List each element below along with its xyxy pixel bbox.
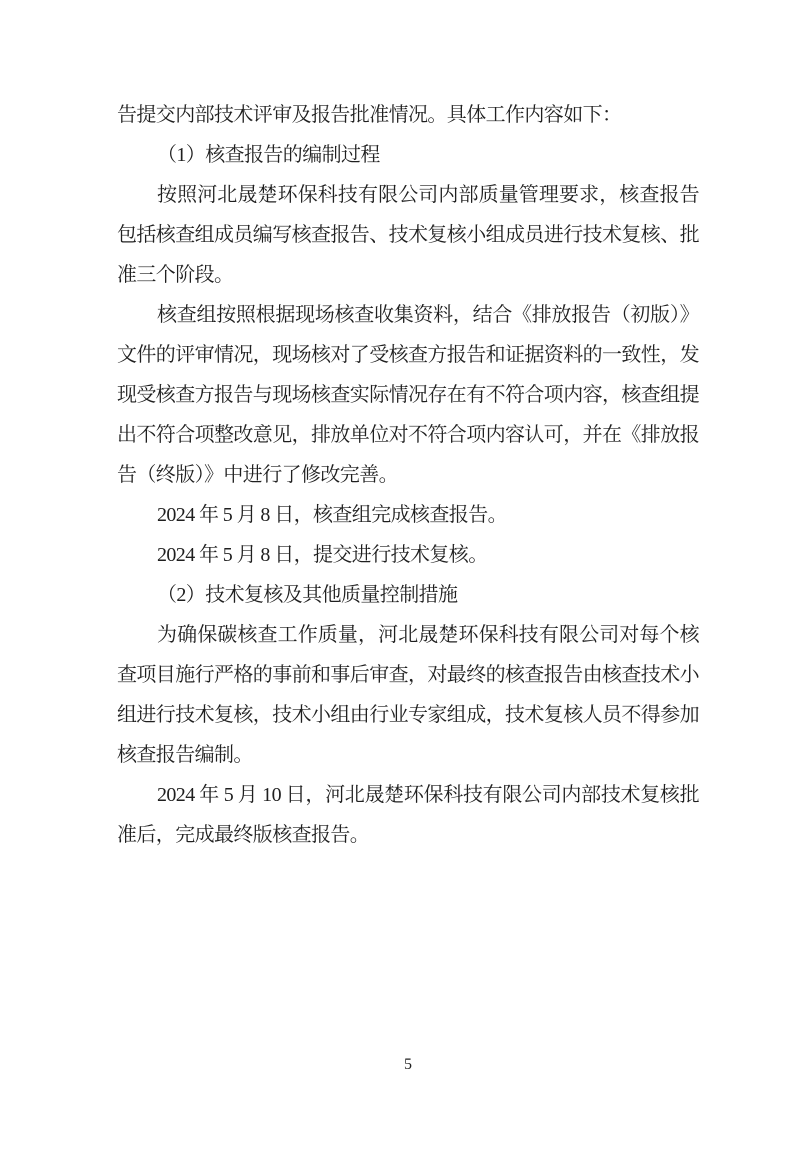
page-footer bbox=[117, 1053, 699, 1077]
page-number: 5 bbox=[404, 1056, 412, 1073]
paragraph: 2024 年 5 月 8 日，核查组完成核查报告。 bbox=[157, 504, 507, 526]
paragraph: 为确保碳核查工作质量，河北晟楚环保科技有限公司对每个核查项目施行严格的事前和事后审查，对最终的核查报告由核查技术小组进行技术复核，技术小组由行业专家组成，技术复核人员不得参加核查报告编制。 bbox=[117, 624, 699, 766]
paragraph: 核查组按照根据现场核查收集资料，结合《排放报告（初版）》文件的评审情况，现场核对了受核查方报告和证据资料的一致性，发现受核查方报告与现场核查实际情况存在有不符合项内容，核查组提出不符合项整改意见，排放单位对不符合项内容认可，并在《排放报告（终版）》中进行了修改完善。 bbox=[117, 304, 699, 486]
document-body-text bbox=[117, 95, 699, 855]
paragraph: （2）技术复核及其他质量控制措施 bbox=[157, 584, 458, 606]
paragraph: 按照河北晟楚环保科技有限公司内部质量管理要求，核查报告包括核查组成员编写核查报告、技术复核小组成员进行技术复核、批准三个阶段。 bbox=[117, 184, 699, 286]
paragraph: 告提交内部技术评审及报告批准情况。具体工作内容如下： bbox=[117, 104, 622, 126]
paragraph: （1）核查报告的编制过程 bbox=[157, 144, 380, 166]
paragraph: 2024 年 5 月 8 日，提交进行技术复核。 bbox=[157, 544, 488, 566]
paragraph: 2024 年 5 月 10 日，河北晟楚环保科技有限公司内部技术复核批准后，完成最终版核查报告。 bbox=[117, 784, 699, 846]
